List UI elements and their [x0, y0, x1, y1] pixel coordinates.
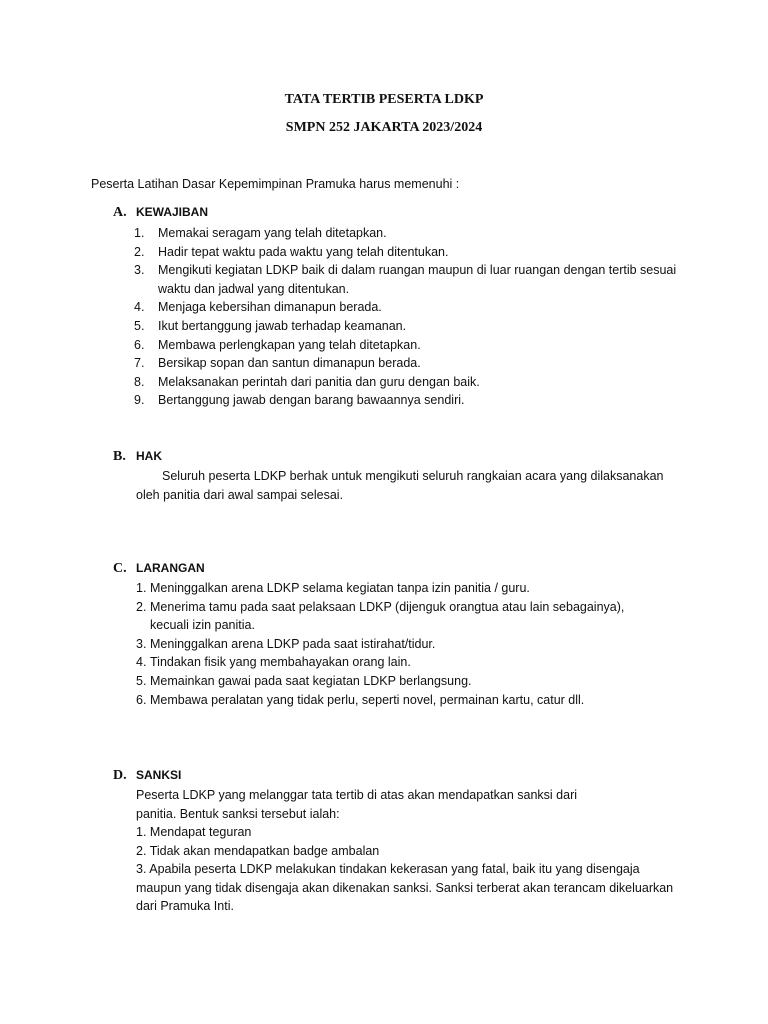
section-b-letter: B.	[113, 449, 126, 464]
list-item	[136, 823, 676, 842]
item-number: 9.	[134, 393, 145, 408]
list-item	[134, 354, 678, 373]
hak-text: Seluruh peserta LDKP berhak untuk mengikuti seluruh rangkaian acara yang dilaksanakan oleh panitia dari awal sampai selesai.	[136, 469, 664, 502]
section-d-heading	[113, 768, 181, 784]
list-item	[136, 579, 656, 598]
list-item	[136, 598, 656, 635]
item-number: 5.	[136, 673, 147, 688]
item-number: 3.	[136, 636, 147, 651]
list-item	[134, 298, 678, 317]
item-text: Bertanggung jawab dengan barang bawaannya sendiri.	[158, 393, 465, 408]
list-item	[136, 635, 656, 654]
larangan-list	[136, 579, 656, 709]
item-text: Menjaga kebersihan dimanapun berada.	[158, 300, 382, 315]
list-item	[134, 391, 678, 410]
list-item	[136, 860, 676, 916]
list-item	[134, 336, 678, 355]
list-item	[136, 842, 676, 861]
item-number: 6.	[136, 692, 147, 707]
item-number: 7.	[134, 356, 145, 371]
item-number: 3.	[134, 263, 145, 278]
item-number: 1.	[134, 226, 145, 240]
item-number: 4.	[136, 655, 147, 670]
item-text: Meninggalkan arena LDKP pada saat istirahat/tidur.	[150, 636, 436, 651]
document-subtitle: SMPN 252 JAKARTA 2023/2024	[285, 120, 483, 135]
list-item	[136, 672, 656, 691]
item-text: Meninggalkan arena LDKP selama kegiatan tanpa izin panitia / guru.	[150, 581, 530, 595]
kewajiban-list	[134, 224, 678, 410]
item-number: 3.	[136, 862, 147, 877]
section-a-heading	[113, 205, 208, 221]
item-text: Membawa perlengkapan yang telah ditetapkan.	[158, 337, 421, 352]
item-text: Bersikap sopan dan santun dimanapun berada.	[158, 356, 421, 371]
item-text: Melaksanakan perintah dari panitia dan guru dengan baik.	[158, 374, 480, 389]
list-item	[134, 243, 678, 262]
item-number: 1.	[136, 825, 147, 839]
section-c-heading	[113, 561, 205, 577]
item-text: Apabila peserta LDKP melakukan tindakan kekerasan yang fatal, baik itu yang disengaja maupun yang tidak disengaja akan dikenakan sanksi. Sanksi terberat akan terancam dikeluarkan dari Pramuka Inti.	[136, 862, 674, 914]
list-item	[134, 317, 678, 336]
document-title: TATA TERTIB PESERTA LDKP	[284, 92, 484, 107]
item-text: Membawa peralatan yang tidak perlu, seperti novel, permainan kartu, catur dll.	[150, 692, 585, 707]
item-number: 4.	[134, 300, 145, 315]
sanksi-list	[136, 823, 676, 916]
item-text: Tindakan fisik yang membahayakan orang lain.	[150, 655, 411, 670]
section-c-title: LARANGAN	[136, 561, 205, 575]
item-text: Memainkan gawai pada saat kegiatan LDKP berlangsung.	[150, 673, 472, 688]
item-number: 2.	[134, 244, 145, 259]
list-item	[136, 653, 656, 672]
section-d-letter: D.	[113, 768, 127, 783]
section-a-letter: A.	[113, 205, 127, 220]
section-a-title: KEWAJIBAN	[136, 205, 209, 219]
item-text: Tidak akan mendapatkan badge ambalan	[149, 843, 380, 858]
item-text: Ikut bertanggung jawab terhadap keamanan.	[158, 318, 407, 333]
item-number: 2.	[136, 599, 147, 614]
item-number: 2.	[136, 843, 147, 858]
item-text: Mendapat teguran	[149, 825, 252, 839]
section-c-letter: C.	[113, 561, 127, 576]
item-text: Mengikuti kegiatan LDKP baik di dalam ruangan maupun di luar ruangan dengan tertib sesuai waktu dan jadwal yang ditentukan.	[158, 263, 677, 296]
section-b-title: HAK	[136, 449, 162, 463]
item-number: 1.	[136, 581, 147, 595]
item-number: 5.	[134, 318, 145, 333]
section-d-title: SANKSI	[136, 768, 182, 782]
list-item	[134, 373, 678, 392]
item-number: 6.	[134, 337, 145, 352]
item-text: Menerima tamu pada saat pelaksaan LDKP (dijenguk orangtua atau lain sebagainya), kecuali izin panitia.	[150, 599, 625, 633]
item-text: Hadir tepat waktu pada waktu yang telah ditentukan.	[158, 244, 449, 259]
list-item	[134, 224, 678, 243]
item-text: Memakai seragam yang telah ditetapkan.	[158, 226, 387, 240]
list-item	[136, 691, 656, 710]
section-b-heading	[113, 449, 162, 465]
sanksi-text: Peserta LDKP yang melanggar tata tertib di atas akan mendapatkan sanksi dari panitia. Bentuk sanksi tersebut ialah:	[136, 788, 578, 821]
intro-text: Peserta Latihan Dasar Kepemimpinan Pramuka harus memenuhi :	[91, 177, 460, 191]
item-number: 8.	[134, 374, 145, 389]
list-item	[134, 261, 678, 298]
